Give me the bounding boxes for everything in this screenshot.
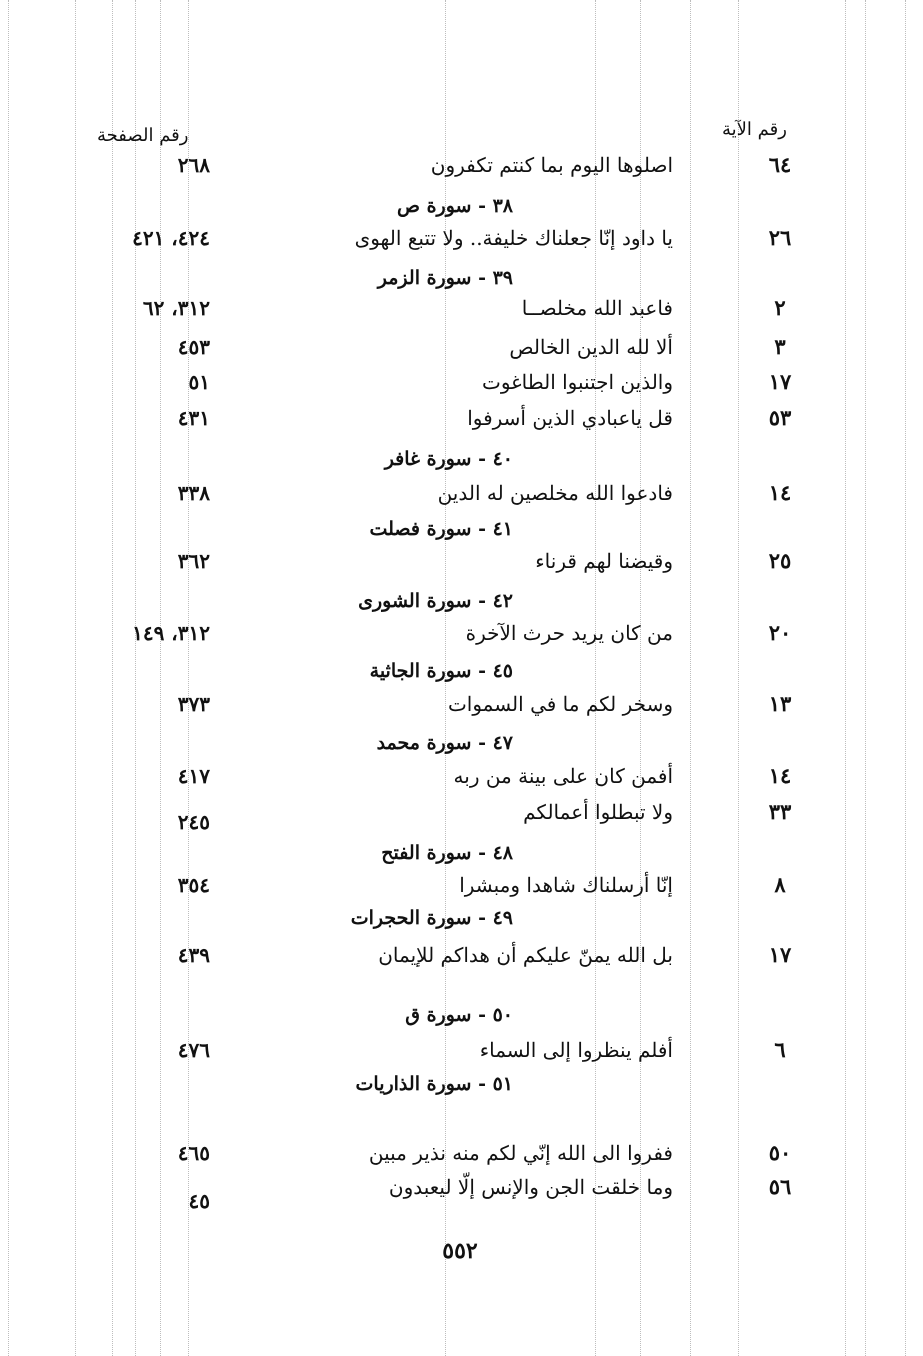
page-refs: ٣٣٨ — [177, 481, 210, 505]
verse-number: ١٧ — [768, 942, 792, 967]
page-refs: ٣١٢، ١٤٩ — [132, 621, 210, 645]
list-item — [0, 293, 923, 333]
surah-title: ٤٩ - سورة الحجرات — [350, 907, 513, 929]
surah-title: ٤٨ - سورة الفتح — [381, 842, 513, 864]
list-item — [0, 332, 923, 372]
page-refs: ٥١ — [188, 370, 210, 394]
list-item — [0, 689, 923, 729]
verse-number: ٢ — [774, 295, 786, 320]
verse-number: ٦٤ — [768, 152, 792, 177]
verse-text: اصلوها اليوم بما كنتم تكفرون — [430, 153, 673, 177]
page-refs: ٣١٢، ٦٢ — [142, 296, 210, 320]
page-refs: ٤٢٤، ٤٢١ — [132, 226, 210, 250]
surah-title: ٥٠ - سورة ق — [405, 1004, 513, 1026]
surah-title: ٤٧ - سورة محمد — [376, 732, 513, 754]
verse-text: أفلم ينظروا إلى السماء — [479, 1038, 673, 1062]
verse-number: ٣ — [774, 334, 786, 359]
verse-text: بل الله يمنّ عليكم أن هداكم للإيمان — [378, 943, 673, 967]
page-refs: ٢٤٥ — [177, 810, 210, 834]
surah-title: ٥١ - سورة الذاريات — [355, 1073, 513, 1095]
verse-text: ففروا الى الله إنّي لكم منه نذير مبين — [368, 1141, 673, 1165]
surah-title: ٤٠ - سورة غافر — [384, 448, 513, 470]
list-item — [0, 478, 923, 518]
verse-text: من كان يريد حرث الآخرة — [465, 621, 673, 645]
page-refs: ٣٦٢ — [177, 549, 210, 573]
surah-heading — [0, 1000, 923, 1040]
verse-text: والذين اجتنبوا الطاغوت — [482, 370, 673, 394]
list-item — [0, 367, 923, 407]
verse-text: قل ياعبادي الذين أسرفوا — [467, 406, 673, 430]
page-refs: ٤٦٥ — [177, 1141, 210, 1165]
page-refs: ٤٣١ — [177, 406, 210, 430]
surah-title: ٤١ - سورة فصلت — [369, 518, 513, 540]
list-item — [0, 546, 923, 586]
page-refs: ٤٧٦ — [177, 1038, 210, 1062]
page-refs: ٤١٧ — [177, 764, 210, 788]
verse-text: أفمن كان على بينة من ربه — [453, 764, 673, 788]
verse-number: ٨ — [774, 872, 786, 897]
verse-number: ١٣ — [768, 691, 792, 716]
verse-number: ١٤ — [768, 763, 792, 788]
verse-number: ٥٠ — [768, 1140, 792, 1165]
list-item — [0, 618, 923, 658]
page-refs: ٤٥ — [188, 1189, 210, 1213]
page-refs: ٢٦٨ — [177, 153, 210, 177]
verse-text: فادعوا الله مخلصين له الدين — [437, 481, 673, 505]
verse-number: ١٧ — [768, 369, 792, 394]
page-number: ٥٥٢ — [442, 1238, 478, 1264]
verse-column-header: رقم الآية — [722, 119, 787, 140]
list-item — [0, 403, 923, 443]
surah-title: ٤٢ - سورة الشورى — [358, 590, 513, 612]
list-item — [0, 940, 923, 980]
surah-title: ٣٨ - سورة ص — [397, 195, 513, 217]
verse-text: يا داود إنّا جعلناك خليفة.. ولا تتبع الهوى — [354, 226, 673, 250]
verse-number: ٥٣ — [768, 405, 792, 430]
list-item — [0, 797, 923, 837]
list-item — [0, 1172, 923, 1212]
verse-text: ألا لله الدين الخالص — [509, 335, 673, 359]
verse-number: ٢٦ — [768, 225, 792, 250]
page-refs: ٣٥٤ — [177, 873, 210, 897]
surah-heading — [0, 903, 923, 943]
page-refs: ٤٥٣ — [177, 335, 210, 359]
surah-title: ٣٩ - سورة الزمر — [377, 267, 513, 289]
page-refs: ٣٧٣ — [177, 692, 210, 716]
verse-text: إنّا أرسلناك شاهدا ومبشرا — [459, 873, 673, 897]
verse-text: فاعبد الله مخلصــا — [521, 296, 673, 320]
list-item — [0, 761, 923, 801]
verse-number: ٢٠ — [768, 620, 792, 645]
verse-text: وسخر لكم ما في السموات — [447, 692, 673, 716]
verse-text: وقيضنا لهم قرناء — [535, 549, 673, 573]
verse-text: وما خلقت الجن والإنس إلّا ليعبدون — [388, 1175, 673, 1199]
list-item — [0, 150, 923, 190]
surah-title: ٤٥ - سورة الجاثية — [369, 660, 513, 682]
verse-number: ١٤ — [768, 480, 792, 505]
verse-number: ٣٣ — [768, 799, 792, 824]
page-column-header: رقم الصفحة — [97, 125, 189, 146]
verse-number: ٥٦ — [768, 1174, 792, 1199]
surah-heading — [0, 1069, 923, 1109]
list-item — [0, 223, 923, 263]
verse-number: ٦ — [774, 1037, 786, 1062]
verse-number: ٢٥ — [768, 548, 792, 573]
verse-text: ولا تبطلوا أعمالكم — [523, 800, 673, 824]
page-refs: ٤٣٩ — [177, 943, 210, 967]
